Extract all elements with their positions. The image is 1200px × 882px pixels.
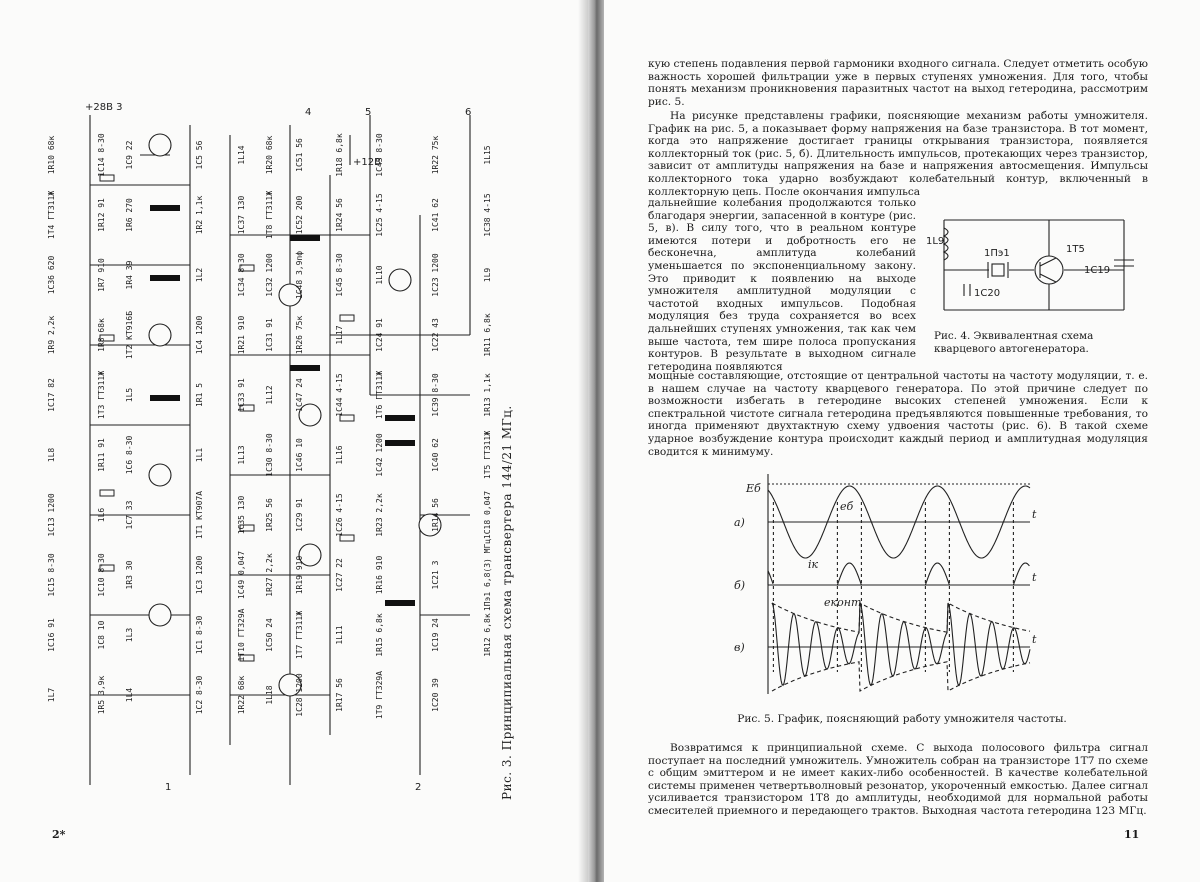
component-label: 1T4 ГТ311Ж [47,190,56,240]
component-label: 1R17 56 [335,678,344,712]
node-label: 1 [165,782,172,793]
fig4-label: 1T5 [1066,244,1085,255]
component-label: 1L11 [335,625,344,645]
paragraph-bottom: Возвратимся к принципиальной схеме. С выхода полосового фильтра сигнал поступает на последний умножитель. Умножитель собран на транзисторе 1Т7 по схеме с общим эмиттером и не имеет каких-либо особенностей. В качестве колебательной системы применен четвертьволновый резонатор, укороченный емкостью. Далее сигнал усиливается транзистором 1Т8 до амплитуды, необходимой для нормальной работы смесителей приемного и передающего трактов. Выходная частота гетеродина 123 МГц. [648,742,1148,817]
component-label: 1R19 910 [295,555,304,595]
component-label: 1C21 3 [431,560,440,590]
component-label: 1C3 1200 [195,555,204,595]
fig5-curve-label-c: eконт [824,596,862,609]
left-page [0,0,588,882]
component-label: 1R16 910 [375,555,384,595]
component-label: 1C18 0,047 [483,490,492,540]
component-label: 1C49 0,047 [237,550,246,600]
component-label: 1Пэ1 6,8(3) МГц [483,538,492,612]
component-label: 1C26 4-15 [335,493,344,537]
component-label: 1C33 91 [237,378,246,412]
component-label: 1C9 22 [125,140,134,170]
component-label: 1L4 [125,687,134,703]
component-label: 1T3 ГТ311Ж [97,370,106,420]
transverter-schematic [40,95,510,795]
component-label: 1R12 6,8к [483,613,492,657]
component-label: 1C10 8-30 [97,553,106,597]
figure-3-caption: Рис. 3. Принципиальная схема трансвертера 144/21 МГц. [500,405,514,800]
component-label: 1T6 ГТ311Ж [375,370,384,420]
component-label: 1C45 8-30 [335,253,344,297]
component-label: 1L1 [195,447,204,463]
component-label: 1R27 2,2к [265,553,274,597]
component-label: 1C38 4-15 [483,193,492,237]
component-label: 1C48 3,9пф [295,250,304,300]
component-label: 1R24 56 [335,198,344,232]
paragraph-wide: мощные составляющие, отстоящие от центральной частоты на частоту модуляции, т. е. в нашем случае на частоту кварцевого генератора. По этой причине следует по возможности избегать в гетеродине высоких степеней умножения. Если к спектральной чистоте сигнала гетеродина предъявляются повышенные требования, то иногда применяют двухтактную схему удвоения частоты (рис. 6). В такой схеме ударное возбуждение контура происходит каждый период и амплитудная модуляция сводится к минимуму. [648,370,1148,458]
component-label: 1C6 8-30 [125,435,134,475]
component-label: 1C16 91 [47,618,56,652]
fig5-envelope-bottom [772,662,1030,691]
component-label: 1C25 4-15 [375,193,384,237]
component-label: 1C8 10 [97,620,106,650]
component-label: 1R15 6,8к [375,613,384,657]
component-label: 1C31 91 [265,318,274,352]
component-label: 1L9 [483,267,492,283]
node-label: +12В [353,157,381,168]
page-number-right: 11 [1124,828,1140,841]
paragraph-top: кую степень подавления первой гармоники входного сигнала. Следует отметить особую важность хорошей фильтрации уже в первых ступенях умножения. Для того, чтобы понять механизм проникновения паразитных частот на выход гетеродина, рассмотрим рис. 5. [648,58,1148,108]
fig5-t-label-b: t [1032,571,1037,584]
component-label: 1C47 24 [295,378,304,412]
component-label: 1C1 8-30 [195,615,204,655]
component-label: 1L18 [265,685,274,705]
component-label: 1R8 68к [97,318,106,352]
component-label: 1C15 8-30 [47,553,56,597]
figure-5-waveforms [732,472,1044,704]
fig5-t-label-a: t [1032,508,1037,521]
component-label: 1L12 [265,385,274,405]
node-label: +28В 3 [85,102,123,113]
component-label: 1C37 130 [237,195,246,235]
component-label: 1R3 30 [125,560,134,590]
fig5-y-label: Eб [746,482,761,495]
component-label: 1T8 ГТ311Ж [265,190,274,240]
left-page-edge-shadow [578,0,588,882]
fig5-row-label-a: а) [734,516,745,529]
component-label: 1R11 91 [97,438,106,472]
node-label: 6 [465,107,472,118]
component-label: 1C29 91 [295,498,304,532]
figure-4-equivalent-circuit [924,200,1144,315]
component-label: 1T9 ГТ329А [375,670,384,720]
node-label: 2 [415,782,422,793]
paragraph-narrow: дальнейшие колебания продолжаются только благодаря энергии, запасенной в контуре (рис. 5, в). В силу того, что в реальном контуре имеются потери и добротность его не бесконечна, амплитуда колебаний уменьшается по экспоненциальному закону. Это приводит к появлению на выходе умножителя амплитудной модуляции с частотой входных импульсов. Подобная модуляция без труда сохраняется во всех дальнейших ступенях умножения, так как чем выше частота, тем шире полоса пропускания контуров. В результате в выходном сигнале гетеродина появляются [648,197,916,373]
node-label: 5 [365,107,372,118]
component-label: 1R18 6,8к [335,133,344,177]
component-label: 1R10 68к [47,135,56,175]
component-label: 1C32 1200 [265,253,274,297]
component-label: 1C19 24 [431,618,440,652]
component-label: 1C4 1200 [195,315,204,355]
figure-4-caption: Рис. 4. Эквивалентная схема кварцевого автогенератора. [934,330,1094,355]
component-label: 1C44 4-15 [335,373,344,417]
component-label: 1R6 270 [125,198,134,232]
component-label: 1C36 620 [47,255,56,295]
component-label: 1T2 КТ916Б [125,310,134,360]
component-label: 1L13 [237,445,246,465]
component-label: 1R25 56 [265,498,274,532]
component-label: 1L14 [237,145,246,165]
component-label: 1C42 1200 [375,433,384,477]
component-label: 1C46 10 [295,438,304,472]
component-label: 1R13 1,1к [483,373,492,417]
fig4-label: 1C19 [1084,265,1111,276]
fig4-label: 1C20 [974,288,1001,299]
component-label: 1R21 910 [237,315,246,355]
component-label: 1R20 68к [265,135,274,175]
fig5-t-label-c: t [1032,633,1037,646]
component-label: 1L3 [125,627,134,643]
component-label: 1C50 24 [265,618,274,652]
component-label: 1C28 1200 [295,673,304,717]
schematic-node-labels [85,102,471,793]
component-label: 1C5 56 [195,140,204,170]
component-label: 1C34 8-30 [237,253,246,297]
component-label: 1R22 75к [431,135,440,175]
component-label: 1C20 39 [431,678,440,712]
component-label: 1R11 6,8к [483,313,492,357]
component-label: 1T5 ГТ311Ж [483,430,492,480]
component-label: 1L5 [125,387,134,403]
component-label: 1C30 8-30 [265,433,274,477]
component-label: 1C39 8-30 [431,373,440,417]
component-label: 1C7 33 [125,500,134,530]
component-label: 1T1 КТ907А [195,490,204,540]
component-label: 1R14 56 [431,498,440,532]
component-label: 1C23 1200 [431,253,440,297]
component-label: 1L8 [47,447,56,463]
component-label: 1C35 130 [237,495,246,535]
figure-5-caption: Рис. 5. График, поясняющий работу умножителя частоты. [737,713,1067,725]
right-page [604,0,1200,882]
component-label: 1R5 3,9к [97,675,106,715]
fig5-row-label-b: б) [734,579,746,592]
component-label: 1L16 [335,445,344,465]
component-label: 1R1 5 [195,382,204,408]
component-label: 1R26 75к [295,315,304,355]
component-label: 1R4 39 [125,260,134,290]
component-label: 1C13 1200 [47,493,56,537]
component-label: 1C51 56 [295,138,304,172]
fig4-label: 1L9 [926,236,945,247]
component-label: 1C2 8-30 [195,675,204,715]
page-number-left: 2* [52,828,66,841]
component-label: 1R23 2,2к [375,493,384,537]
component-label: 1L17 [335,325,344,345]
component-label: 1L6 [97,507,106,523]
fig5-curve-label-b: iк [808,558,819,571]
component-label: 1R9 2,2к [47,315,56,355]
node-label: 4 [305,107,312,118]
component-label: 1C17 82 [47,378,56,412]
component-label: 1C43 8-30 [375,133,384,177]
component-label: 1R2 1,1к [195,195,204,235]
schematic-component-labels [47,133,492,719]
component-label: 1C40 62 [431,438,440,472]
component-label: 1R22 68к [237,675,246,715]
component-label: 1C27 22 [335,558,344,592]
component-label: 1R12 91 [97,198,106,232]
component-label: 1L2 [195,267,204,283]
component-label: 1C41 62 [431,198,440,232]
fig5-curve-label-a: eб [840,500,854,513]
component-label: 1T10 ГТ329А [237,608,246,662]
paragraph-main: На рисунке представлены графики, поясняющие механизм работы умножителя. График на рис. 5, а показывает форму напряжения на базе транзистора. В тот момент, когда это напряжение достигает границы открывания транзистора, появляется коллекторный ток (рис. 5, б). Длительность импульсов, протекающих через транзистор, зависит от амплитуды напряжения на базе и напряжения автосмещения. Импульсы коллекторного тока ударно возбуждают колебательный контур, включенный в коллекторную цепь. После окончания импульса [648,110,1148,198]
component-label: 1L10 [375,265,384,285]
component-label: 1T7 ГТ311Ж [295,610,304,660]
component-label: 1L7 [47,687,56,703]
component-label: 1C52 200 [295,195,304,235]
book-gutter [588,0,604,882]
component-label: 1C14 8-30 [97,133,106,177]
component-label: 1C24 91 [375,318,384,352]
component-label: 1R7 910 [97,258,106,292]
fig4-label: 1Пэ1 [984,248,1010,259]
fig5-row-label-c: в) [734,641,745,654]
component-label: 1L15 [483,145,492,165]
component-label: 1C22 43 [431,318,440,352]
